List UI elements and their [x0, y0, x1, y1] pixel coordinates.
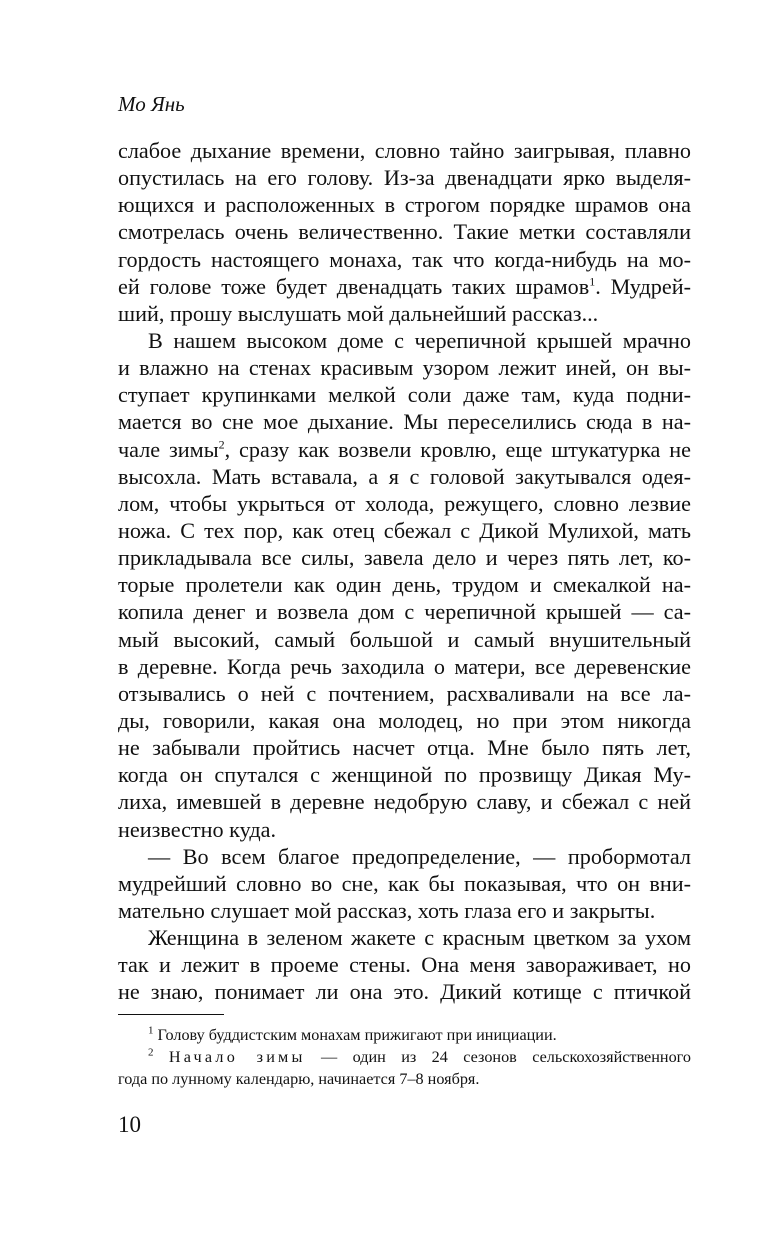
footnote-term: Начало зимы — [168, 1048, 306, 1066]
text-line: когда он спутался с женщиной по прозвищу Дикая Му- — [118, 762, 691, 788]
text-line: мудрейший словно во сне, как бы показывая, что он вни- — [118, 870, 691, 896]
text-line: так и лежит в проеме стены. Она меня завораживает, но — [118, 952, 691, 978]
footnote-1 — [118, 1024, 691, 1046]
text-line — [118, 436, 691, 463]
text-line: Женщина в зеленом жакете с красным цветком за ухом — [148, 925, 691, 951]
text-line: торые пролетели как один день, трудом и смекалкой на- — [118, 572, 691, 598]
text-line — [118, 273, 691, 300]
text-line: гордость настоящего монаха, так что когда-нибудь на мо- — [118, 246, 691, 272]
text-line: ножа. С тех пор, как отец сбежал с Дикой Мулихой, мать — [118, 517, 691, 543]
paragraph — [118, 924, 691, 1005]
footnote-text: Голову буддистским монахам прижигают при инициации. — [157, 1026, 557, 1044]
page-number: 10 — [118, 1112, 141, 1137]
footnote-divider — [118, 1014, 224, 1015]
text-line: лиха, имевшей в деревне недобрую славу, и сбежал с ней — [118, 789, 691, 815]
text-line: в деревне. Когда речь заходила о матери, все деревенские — [118, 653, 691, 679]
text-line: копила денег и возвела дом с черепичной крышей — са- — [118, 599, 691, 625]
text-line: ющихся и расположенных в строгом порядке шрамов она — [118, 192, 691, 218]
text-line: — Во всем благое предопределение, — пробормотал — [148, 843, 691, 869]
text-line: ший, прошу выслушать мой дальнейший рассказ... — [118, 300, 599, 326]
paragraph — [118, 327, 691, 843]
text-line: отзывались о ней с почтением, расхваливали на все ла- — [118, 680, 691, 706]
footnote-2-continuation: года по лунному календарю, начинается 7–8 ноября. — [118, 1070, 480, 1088]
text-segment: , сразу как возвели кровлю, еще штукатурка не — [224, 436, 691, 462]
text-line: мательно слушает мой рассказ, хоть глаза его и закрыты. — [118, 897, 656, 923]
running-header-author: Мо Янь — [118, 92, 185, 116]
footnote-text: — один из 24 сезонов сельскохозяйственного — [305, 1048, 691, 1066]
text-segment: чале зимы — [118, 436, 219, 462]
text-line: опустилась на его голову. Из-за двенадцати ярко выделя- — [118, 165, 691, 191]
text-segment: ей голове тоже будет двенадцать таких шрамов — [118, 273, 590, 299]
footnote-2 — [118, 1046, 691, 1068]
main-text — [118, 137, 691, 1006]
text-line: прикладывала все силы, завела дело и через пять лет, ко- — [118, 545, 691, 571]
paragraph — [118, 843, 691, 924]
text-line: высохла. Мать вставала, а я с головой закутывался одея- — [118, 463, 691, 489]
text-line: ступает крупинками мелкой соли даже там, куда подни- — [118, 382, 691, 408]
footnote-marker: 1 — [148, 1024, 154, 1037]
footnote-reference[interactable]: 2 — [218, 437, 225, 452]
text-line: не забывали пройтись насчет отца. Мне было пять лет, — [118, 735, 691, 761]
text-line: лом, чтобы укрыться от холода, режущего, словно лезвие — [118, 490, 691, 516]
text-line: и влажно на стенах красивым узором лежит иней, он вы- — [118, 355, 691, 381]
text-line: мается во сне мое дыхание. Мы переселились сюда в на- — [118, 409, 691, 435]
text-line: ды, говорили, какая она молодец, но при этом никогда — [118, 707, 691, 733]
text-line: мый высокий, самый большой и самый внушительный — [118, 626, 691, 652]
text-line: неизвестно куда. — [118, 816, 277, 842]
text-line: слабое дыхание времени, словно тайно заигрывая, плавно — [118, 138, 691, 163]
text-segment: . Мудрей- — [595, 273, 691, 299]
text-line: смотрелась очень величественно. Такие метки составляли — [118, 219, 691, 245]
paragraph — [118, 137, 691, 327]
footnote-reference[interactable]: 1 — [589, 274, 596, 289]
footnote-marker: 2 — [148, 1046, 154, 1059]
text-line: В нашем высоком доме с черепичной крышей мрачно — [148, 327, 691, 353]
footnotes — [118, 1024, 691, 1090]
text-line: не знаю, понимает ли она это. Дикий котище с птичкой — [118, 979, 691, 1005]
